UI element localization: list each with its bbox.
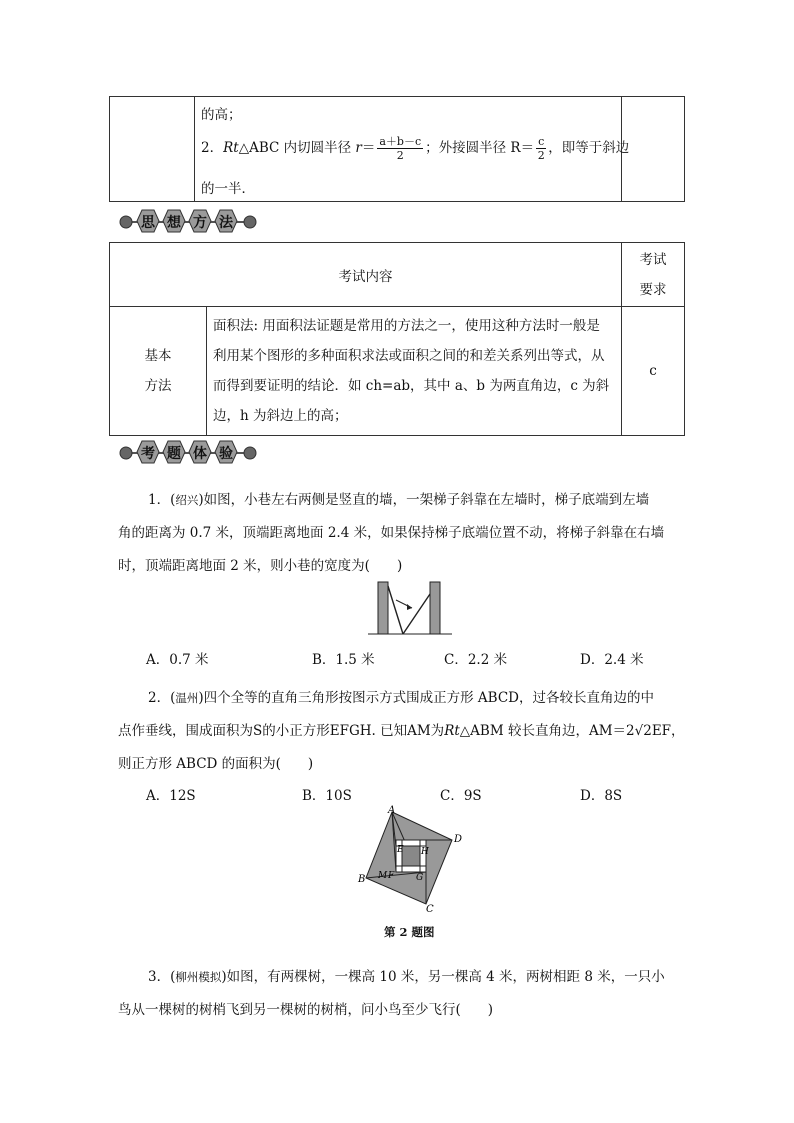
top-table-right-cell <box>622 97 685 202</box>
q1-line3: 时，顶端距离地面 2 米，则小巷的宽度为( ) <box>118 558 403 574</box>
banner1-char-3: 方 <box>188 209 212 233</box>
label-e: E <box>397 845 404 855</box>
q2-line2: 点作垂线，围成面积为S的小正方形EFGH. 已知AM为Rt△ABM 较长直角边，AM＝2√2EF， <box>118 723 685 739</box>
label-g: G <box>416 873 424 883</box>
top-table-line3: 的一半． <box>201 181 255 197</box>
label-b: B <box>358 874 366 885</box>
method-table <box>109 242 685 436</box>
banner2-char-1: 考 <box>136 440 160 464</box>
requirement-value-cell: c <box>622 307 685 436</box>
header-requirement-cell: 考试 要求 <box>622 243 685 307</box>
label-m: M <box>378 871 388 881</box>
inradius-fraction: $\frac{a+b-c}{2}$ <box>379 135 422 162</box>
q2-option-b[interactable]: B．10S <box>302 788 352 804</box>
q3-line1: 3．(柳州模拟)如图，有两棵树，一棵高 10 米，另一棵高 4 米，两树相距 8 米，一只小 <box>148 969 665 985</box>
q2-option-c[interactable]: C．9S <box>440 788 482 804</box>
banner2-char-3: 体 <box>188 440 212 464</box>
top-table-content-cell <box>195 97 630 202</box>
circumradius-fraction: $\frac{c}{2}$ <box>537 135 545 162</box>
method-body-cell: 面积法: 用面积法证题是常用的方法之一，使用这种方法时一般是 利用某个图形的多种面积求法或面积之间的和差关系列出等式，从 而得到要证明的结论．如 ch=ab，其中 a、b 为两直角边，c 为斜 边，h 为斜边上的高； <box>207 307 622 436</box>
section-banner-exam <box>118 440 258 466</box>
q1-option-c[interactable]: C．2.2 米 <box>444 652 508 668</box>
label-c: C <box>426 904 434 915</box>
q1-option-d[interactable]: D．2.4 米 <box>580 652 644 668</box>
top-table <box>109 96 685 202</box>
banner1-char-4: 法 <box>214 209 238 233</box>
label-f: F <box>388 871 395 881</box>
q1-option-b[interactable]: B．1.5 米 <box>312 652 375 668</box>
top-table-left-cell <box>110 97 195 202</box>
section-banner-methods <box>118 209 258 235</box>
banner2-char-2: 题 <box>162 440 186 464</box>
banner1-char-2: 想 <box>162 209 186 233</box>
label-d: D <box>454 834 463 845</box>
banner1-char-1: 思 <box>136 209 160 233</box>
banner2-char-4: 验 <box>214 440 238 464</box>
q1-line1: 1．(绍兴)如图，小巷左右两侧是竖直的墙，一架梯子斜靠在左墙时，梯子底端到左墙 <box>148 492 650 508</box>
top-table-line1: 的高； <box>201 107 242 123</box>
q1-option-a[interactable]: A．0.7 米 <box>146 652 209 668</box>
q1-line2: 角的距离为 0.7 米，顶端距离地面 2.4 米，如果保持梯子底端位置不动，将梯子斜靠在右墙 <box>118 525 665 541</box>
row-label-cell: 基本 方法 <box>110 307 207 436</box>
square-figure <box>352 804 464 916</box>
q3-line2: 鸟从一棵树的树梢飞到另一棵树的树梢，问小鸟至少飞行( ) <box>118 1002 494 1018</box>
top-table-line2: 2．Rt△ABC 内切圆半径 r＝ $\frac{a+b-c}{2}$ ；外接圆半径 R＝ $\frac{c}{2}$ ，即等于斜边 <box>201 135 630 162</box>
header-content-cell: 考试内容 <box>110 243 622 307</box>
q2-line3: 则正方形 ABCD 的面积为( ) <box>118 756 314 772</box>
ladder-alley-figure <box>368 578 452 638</box>
label-h: H <box>421 847 429 857</box>
label-a: A <box>388 805 396 816</box>
figure-caption: 第 2 题图 <box>384 925 435 939</box>
q2-line1: 2．(温州)四个全等的直角三角形按图示方式围成正方形 ABCD，过各较长直角边的中 <box>148 690 654 706</box>
q2-option-a[interactable]: A．12S <box>146 788 196 804</box>
q2-option-d[interactable]: D．8S <box>580 788 623 804</box>
